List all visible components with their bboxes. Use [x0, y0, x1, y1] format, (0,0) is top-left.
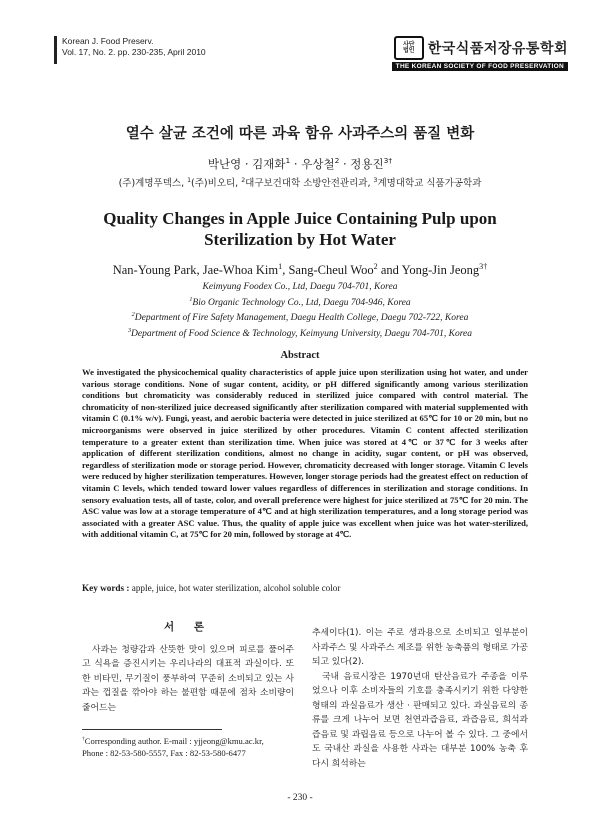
keywords-list: apple, juice, hot water sterilization, alcohol soluble color [131, 583, 341, 593]
right-paragraph-1: 추세이다(1). 이는 주로 생과용으로 소비되고 일부분이 사과주스 및 사과주스 제조를 위한 농축품의 형태로 가공되고 있다(2). [312, 628, 528, 667]
title-korean: 열수 살균 조건에 따른 과육 함유 사과주스의 품질 변화 [125, 126, 475, 142]
society-name-ko: 한국식품저장유통학회 [427, 41, 568, 57]
intro-heading: 서 론 [164, 621, 212, 633]
journal-rule [54, 36, 57, 64]
society-logo-icon: 사단 법인 [394, 36, 424, 60]
abstract-heading: Abstract [280, 350, 320, 361]
left-paragraph: 사과는 청량감과 산뜻한 맛이 있으며 피로를 풀어주고 식욕을 증진시키는 우리나라의 대표적 과실이다. 또한 비타민, 무기질이 풍부하여 꾸준히 소비되고 있는 사과는 껍질을 깎아야 하는 불편함 때문에 점차 소비량이 줄어드는 [82, 644, 294, 713]
authors-korean: 박난영 · 김재화$^1$ · 우상철$^2$ · 정용진$^{3\dagger}$ [207, 156, 393, 171]
right-paragraph-2: 국내 음료시장은 1970년대 탄산음료가 주종을 이루었으나 이후 소비자들의 기호를 충족시키기 위한 다양한 형태의 과실음료가 생산 · 판매되고 있다. 과실음료의 종류를 크게 나누어 보면 천연과즙음료, 과즙음료, 희석과즙음료 및 과립음료 등으로 나누어 볼 수 있다. 그 중에서도 국내산 과실을 사용한 사과는 대부분 100% 농축 후 다시 희석하는 [312, 671, 528, 769]
journal-info [62, 36, 206, 58]
title-english: Quality Changes in Apple Juice Containing Pulp upon Sterilization by Hot Water [103, 209, 497, 249]
authors-english: Nan-Young Park, Jae-Whoa Kim$^1$, Sang-Cheul Woo$^2$ and Yong-Jin Jeong$^{3\dagger}$ [112, 262, 488, 278]
abstract-text: We investigated the physicochemical quality characteristics of apple juice upon sterilization using hot water, and under various storage conditions. None of sugar content, acidity, or pH differed significantly among various sterilization conditions but chromaticity was considerably reduced in sterilized juice compared with control material. The chromaticity of non-sterilized juice decreased significantly after sterilization compared with material supplemented with vitamin C (0.1% w/v). Fungi, yeast, and aerobic bacteria were detected in juice sterilized at 65℃ for 10 or 20 min, but no microorganisms were observed in juice sterilized by other procedures. Vitamin C content affected sterilization temperature to a greater extent than sterilization time. When juice was stored at 4℃ or 37℃ for 3 weeks after application of different sterilization conditions, almost no change in acidity, sugar content, or pH was observed, regardless of sterilization mode or storage period. However, chromaticity decreased with longer storage. Vitamin C levels were reduced by higher sterilization temperatures. However, longer storage periods had the greatest effect on reduction of vitamin C levels, which tended toward lower values regardless of differences in sterilization and storage conditions. In sensory evaluation tests, all of taste, color, and overall preference were highest for juice sterilized at 75℃ for 20 min. The ASC value was low at a storage temperature of 4℃ and at high sterilization temperatures, and a long storage period was associated with a greater ASC value. Thus, the quality of apple juice was excellent when juice was hot water-sterilized, with additional vitamin C, at 75℃ for 20 min, followed by storage at 4℃. [82, 367, 528, 540]
page-number: - 230 - [287, 793, 313, 803]
journal-name: Korean J. Food Preserv. [62, 36, 154, 46]
keywords [82, 583, 528, 593]
left-column [82, 620, 294, 715]
journal-header [62, 36, 568, 70]
footnote: †Corresponding author. E-mail : yjjeong@kmu.ac.kr, Phone : 82-53-580-5557, Fax : 82-53-580-6477 [82, 735, 264, 758]
keywords-label: Key words : [82, 583, 130, 593]
right-column [312, 626, 528, 771]
society-name-en: THE KOREAN SOCIETY OF FOOD PRESERVATION [392, 62, 568, 71]
affiliations-english: Keimyung Foodex Co., Ltd, Daegu 704-701, Korea $^1$Bio Organic Technology Co., Ltd, Daegu 704-946, Korea $^2$Department of Fire Safety Management, Daegu Health College, Daegu 702-722, Korea $^3$Department of Food Science & Technology, Keimyung University, Daegu 704-701, Korea [127, 282, 473, 339]
affiliations-korean: (주)계명푸덱스, $^1$(주)비오티, $^2$대구보건대학 소방안전관리과, $^3$계명대학교 식품가공학과 [118, 176, 482, 189]
journal-volume: Vol. 17, No. 2. pp. 230-235, April 2010 [62, 47, 206, 57]
footnote-rule [82, 729, 222, 730]
society-block [392, 36, 568, 71]
